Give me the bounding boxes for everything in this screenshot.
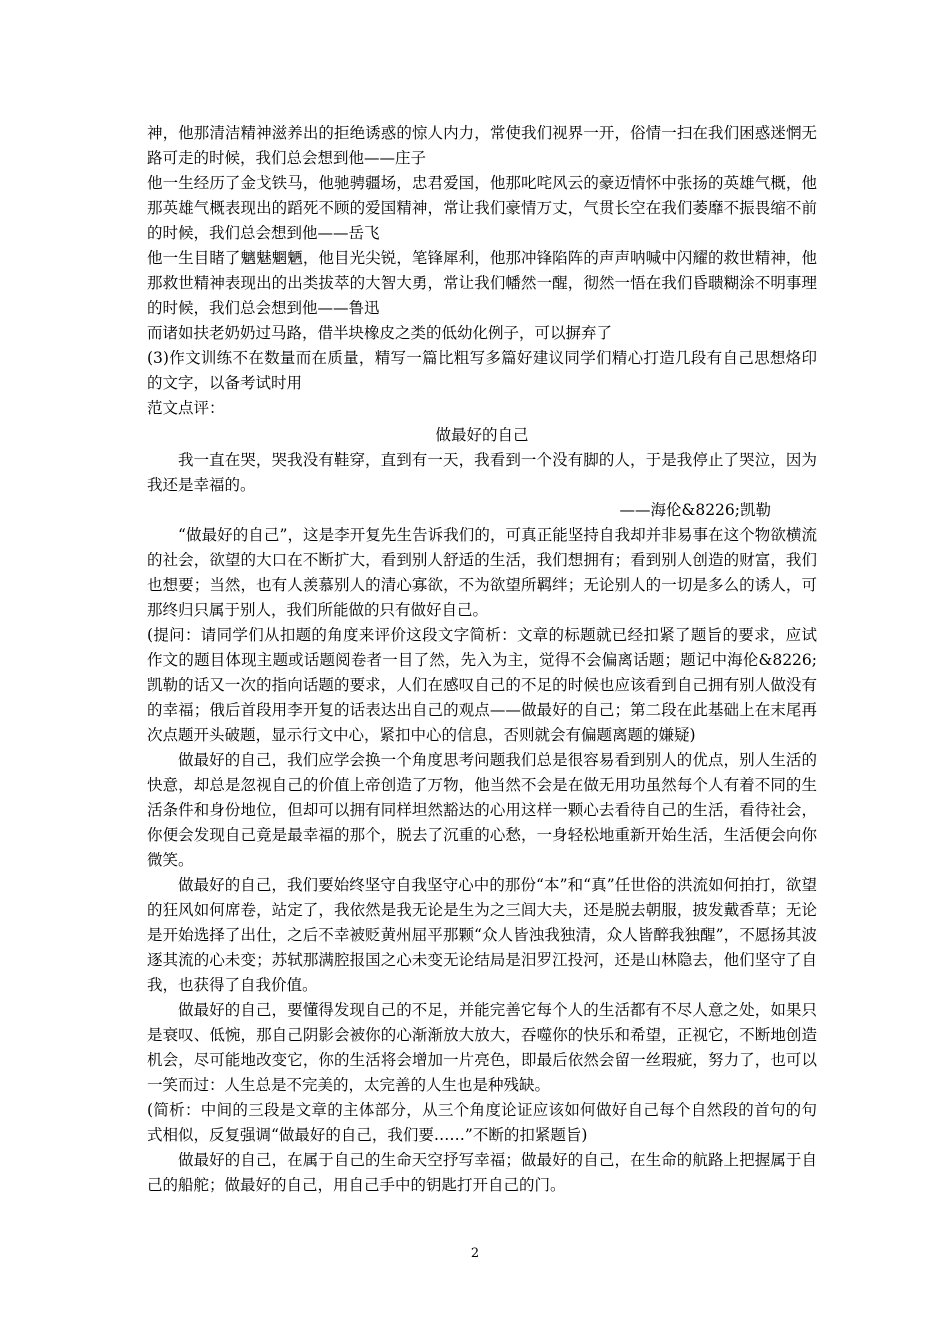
- sample-review-heading: 范文点评：: [147, 399, 225, 417]
- commentary-1: (提问：请同学们从扣题的角度来评价这段文字简析：文章的标题就已经扣紧了题旨的要求，应试作文的题目体现主题或话题阅卷者一目了然，先入为主，觉得不会偏离话题；题记中海伦&8226;凯勒的话又一次的指向话题的要求，人们在感叹自己的不足的时候也应该看到自己拥有别人做没有的幸福；俄后首段用李开复的话表达出自己的观点——做最好的自己；第二段在此基础上在末尾再次点题开头破题，显示行文中心，紧扣中心的信息，否则就会有偏题离题的嫌疑): [147, 626, 817, 744]
- paragraph-luxun: 他一生目睹了魑魅魍魉，他目光尖锐，笔锋犀利，他那冲锋陷阵的声声呐喊中闪耀的救世精神，他那救世精神表现出的出类拔萃的大智大勇，常让我们幡然一醒，彻然一悟在我们昏聩糊涂不明事理的时候，我们总会想到他——鲁迅: [147, 249, 817, 317]
- essay-paragraph-4: 做最好的自己，要懂得发现自己的不足，并能完善它每个人的生活都有不尽人意之处，如果只是衰叹、低惋，那自己阴影会被你的心渐渐放大放大，吞噬你的快乐和希望，正视它，不断地创造机会，尽可能地改变它，你的生活将会增加一片亮色，即最后依然会留一丝瑕疵，努力了，也可以一笑而过：人生总是不完美的，太完善的人生也是种残缺。: [147, 1001, 817, 1094]
- essay-paragraph-5: 做最好的自己，在属于自己的生命天空抒写幸福；做最好的自己，在生命的航路上把握属于自己的船舵；做最好的自己，用自己手中的钥匙打开自己的门。: [147, 1151, 817, 1194]
- commentary-2: (简析：中间的三段是文章的主体部分，从三个角度论证应该如何做好自己每个自然段的首句的句式相似，反复强调“做最好的自己，我们要……”不断的扣紧题旨): [147, 1101, 817, 1144]
- paragraph-discard-examples: 而诸如扶老奶奶过马路，借半块橡皮之类的低幼化例子，可以摒弃了: [147, 324, 613, 342]
- document-body: [147, 120, 817, 1198]
- epigraph-attribution: ——海伦&8226;凯勒: [619, 501, 771, 519]
- paragraph-training-advice: (3)作文训练不在数量而在质量，精写一篇比粗写多篇好建议同学们精心打造几段有自己思想烙印的文字，以备考试时用: [147, 349, 817, 392]
- essay-epigraph: 我一直在哭，哭我没有鞋穿，直到有一天，我看到一个没有脚的人，于是我停止了哭泣，因为我还是幸福的。: [147, 451, 817, 494]
- essay-paragraph-2: 做最好的自己，我们应学会换一个角度思考问题我们总是很容易看到别人的优点，别人生活的快意，却总是忽视自己的价值上帝创造了万物，他当然不会是在做无用功虽然每个人有着不同的生活条件和身份地位，但却可以拥有同样坦然豁达的心用这样一颗心去看待自己的生活，看待社会，你便会发现自己竟是最幸福的那个，脱去了沉重的心愁，一身轻松地重新开始生活，生活便会向你微笑。: [147, 751, 817, 869]
- essay-paragraph-3: 做最好的自己，我们要始终坚守自我坚守心中的那份“本”和“真”任世俗的洪流如何拍打，欲望的狂风如何席卷，站定了，我依然是我无论是生为之三闾大夫，还是脱去朝服，披发戴香草；无论是开始选择了出仕，之后不幸被贬黄州屈平那颗“众人皆浊我独清，众人皆醉我独醒”，不愿扬其波逐其流的心未变；苏轼那满腔报国之心未变无论结局是汨罗江投河，还是山林隐去，他们坚守了自我，也获得了自我价值。: [147, 876, 817, 994]
- page-number: 2: [470, 1246, 480, 1261]
- essay-paragraph-1: “做最好的自己”，这是李开复先生告诉我们的，可真正能坚持自我却并非易事在这个物欲横流的社会，欲望的大口在不断扩大，看到别人舒适的生活，我们想拥有；看到别人创造的财富，我们也想要；当然，也有人羡慕别人的清心寡欲，不为欲望所羁绊；无论别人的一切是多么的诱人，可那终归只属于别人，我们所能做的只有做好自己。: [147, 526, 817, 619]
- paragraph-zhuangzi: 神，他那清洁精神滋养出的拒绝诱惑的惊人内力，常使我们视界一开，俗情一扫在我们困惑迷惘无路可走的时候，我们总会想到他——庄子: [147, 124, 817, 167]
- paragraph-yuefei: 他一生经历了金戈铁马，他驰骋疆场，忠君爱国，他那叱咤风云的豪迈情怀中张扬的英雄气概，他那英雄气概表现出的蹈死不顾的爱国精神，常让我们豪情万丈，气贯长空在我们萎靡不振畏缩不前的时候，我们总会想到他——岳飞: [147, 174, 817, 242]
- essay-title: 做最好的自己: [435, 426, 529, 444]
